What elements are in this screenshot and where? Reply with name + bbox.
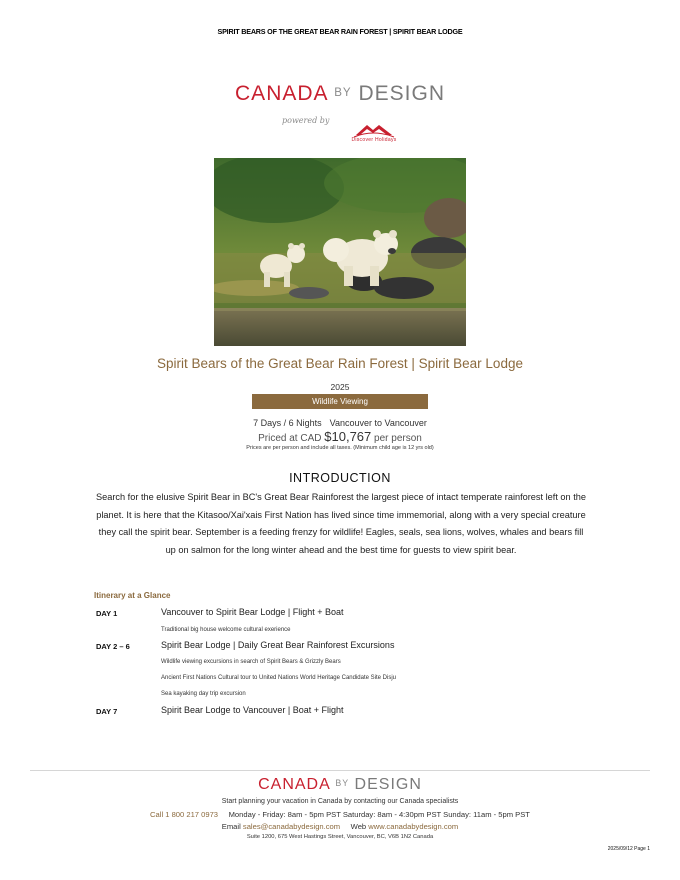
call-link[interactable]: Call 1 800 217 0973 bbox=[150, 810, 219, 819]
logo-design: DESIGN bbox=[354, 776, 422, 793]
trip-price bbox=[0, 429, 680, 444]
logo-canada: CANADA bbox=[258, 776, 330, 793]
footer-tagline: Start planning your vacation in Canada by contacting our Canada specialists bbox=[221, 798, 459, 805]
category-badge: Wildlife Viewing bbox=[252, 394, 428, 409]
web-label: Web bbox=[350, 822, 367, 831]
day-label: DAY 2 – 6 bbox=[96, 642, 130, 651]
day-label: DAY 1 bbox=[96, 609, 118, 618]
powered-by-label: powered by bbox=[282, 116, 330, 125]
trip-year: 2025 bbox=[330, 382, 350, 392]
price-suffix: per person bbox=[374, 433, 422, 444]
trip-route: Vancouver to Vancouver bbox=[329, 418, 427, 428]
day-title: Spirit Bear Lodge to Vancouver | Boat + Flight bbox=[161, 705, 344, 715]
day-detail: Sea kayaking day trip excursion bbox=[161, 691, 246, 697]
trip-duration-route bbox=[0, 418, 680, 428]
page-info: 2025/09/12 Page 1 bbox=[607, 846, 650, 852]
footer-email-web bbox=[0, 822, 680, 831]
logo-design: DESIGN bbox=[358, 82, 445, 105]
introduction-heading: INTRODUCTION bbox=[289, 471, 391, 485]
day-label: DAY 7 bbox=[96, 707, 118, 716]
day-detail: Ancient First Nations Cultural tour to United Nations World Heritage Candidate Site Disju bbox=[161, 675, 396, 681]
footer-divider bbox=[30, 770, 650, 771]
office-hours: Monday - Friday: 8am - 5pm PST Saturday: 8am - 4:30pm PST Sunday: 11am - 5pm PST bbox=[228, 810, 530, 819]
price-prefix: Priced at CAD bbox=[258, 433, 322, 444]
trip-title: Spirit Bears of the Great Bear Rain Forest | Spirit Bear Lodge bbox=[157, 356, 523, 371]
day-title: Vancouver to Spirit Bear Lodge | Flight + Boat bbox=[161, 607, 344, 617]
itinerary-heading: Itinerary at a Glance bbox=[94, 591, 171, 600]
email-link[interactable]: sales@canadabydesign.com bbox=[242, 822, 341, 831]
day-detail: Wildlife viewing excursions in search of Spirit Bears & Grizzly Bears bbox=[161, 659, 341, 665]
logo-by: BY bbox=[335, 777, 350, 788]
footer-logo[interactable] bbox=[0, 776, 680, 794]
document-header-title: SPIRIT BEARS OF THE GREAT BEAR RAIN FOREST | SPIRIT BEAR LODGE bbox=[217, 27, 463, 36]
email-label: Email bbox=[221, 822, 241, 831]
footer-address: Suite 1200, 675 West Hastings Street, Vancouver, BC, V6B 1N2 Canada bbox=[246, 834, 434, 840]
day-detail: Traditional big house welcome cultural exerience bbox=[161, 627, 291, 633]
price-note: Prices are per person and include all taxes. (Minimum child age is 12 yrs old) bbox=[246, 445, 434, 451]
canada-by-design-logo[interactable] bbox=[0, 82, 680, 106]
introduction-text: Search for the elusive Spirit Bear in BC's Great Bear Rainforest the largest piece of intact temperate rainforest left on the planet. It is here that the Kitasoo/Xai'xais First Nation has lived since time immemorial, along with a very special creature they call the spirit bear. September is a feeding frenzy for wildlife! Eagles, seals, sea lions, wolves, whales and bears fill up on salmon for the long winter ahead and the best time for guests to view spirit bear. bbox=[96, 492, 586, 555]
price-amount: $10,767 bbox=[324, 429, 372, 444]
discover-holidays-name: Discover Holidays bbox=[351, 137, 397, 143]
day-title: Spirit Bear Lodge | Daily Great Bear Rainforest Excursions bbox=[161, 640, 395, 650]
web-link[interactable]: www.canadabydesign.com bbox=[368, 822, 459, 831]
footer-contact-hours bbox=[0, 810, 680, 819]
logo-canada: CANADA bbox=[235, 82, 328, 105]
spirit-bears-photo bbox=[214, 158, 466, 346]
logo-by: BY bbox=[334, 86, 352, 99]
trip-duration: 7 Days / 6 Nights bbox=[253, 418, 322, 428]
